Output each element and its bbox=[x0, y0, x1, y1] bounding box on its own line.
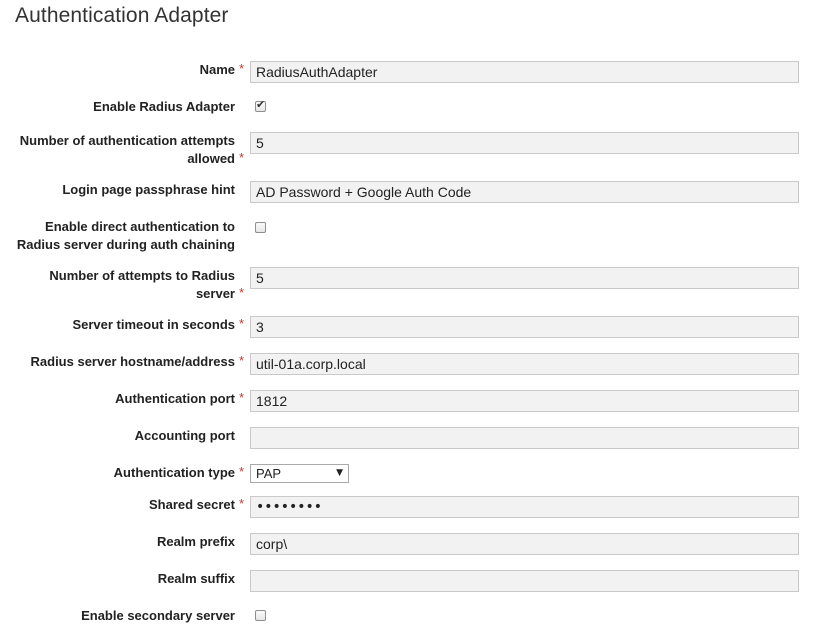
enable-radius-label: Enable Radius Adapter bbox=[93, 99, 235, 114]
required-marker: * bbox=[238, 464, 244, 479]
accounting-port-label: Accounting port bbox=[134, 428, 235, 443]
auth-type-selected-value: PAP bbox=[256, 466, 282, 481]
radius-attempts-input[interactable] bbox=[250, 267, 799, 289]
auth-attempts-label: Number of authentication attempts allowed * bbox=[19, 133, 244, 166]
auth-type-select[interactable] bbox=[250, 464, 349, 483]
realm-suffix-label: Realm suffix bbox=[157, 571, 235, 586]
checkmark-icon: ✔ bbox=[256, 98, 266, 111]
accounting-port-input[interactable] bbox=[250, 427, 799, 449]
server-timeout-label: Server timeout in seconds * bbox=[72, 316, 244, 332]
direct-auth-label: Enable direct authentication to Radius server during auth chaining bbox=[16, 219, 235, 252]
dropdown-arrow-icon: ▼ bbox=[336, 468, 343, 478]
radius-attempts-label: Number of attempts to Radius server * bbox=[49, 268, 244, 301]
required-marker: * bbox=[238, 61, 244, 76]
shared-secret-label: Shared secret * bbox=[149, 496, 244, 512]
auth-type-label: Authentication type * bbox=[113, 464, 244, 480]
required-marker: * bbox=[238, 353, 244, 368]
required-marker: * bbox=[238, 285, 244, 300]
realm-prefix-input[interactable] bbox=[250, 533, 799, 555]
required-marker: * bbox=[238, 316, 244, 331]
hostname-input[interactable] bbox=[250, 353, 799, 375]
page-title: Authentication Adapter bbox=[15, 4, 229, 27]
enable-radius-checkbox[interactable] bbox=[255, 98, 266, 112]
auth-port-label: Authentication port * bbox=[115, 390, 244, 406]
direct-auth-checkbox[interactable] bbox=[255, 222, 266, 233]
auth-port-input[interactable] bbox=[250, 390, 799, 412]
passphrase-hint-input[interactable] bbox=[250, 181, 799, 203]
name-label: Name * bbox=[199, 61, 244, 77]
realm-prefix-label: Realm prefix bbox=[156, 534, 235, 549]
required-marker: * bbox=[238, 150, 244, 165]
secondary-server-label: Enable secondary server bbox=[81, 608, 235, 623]
auth-attempts-input[interactable] bbox=[250, 132, 799, 154]
name-input[interactable] bbox=[250, 61, 799, 83]
hostname-label: Radius server hostname/address * bbox=[30, 353, 244, 369]
passphrase-hint-label: Login page passphrase hint bbox=[62, 182, 235, 197]
shared-secret-input[interactable]: •••••••• bbox=[250, 496, 799, 518]
required-marker: * bbox=[238, 496, 244, 511]
realm-suffix-input[interactable] bbox=[250, 570, 799, 592]
required-marker: * bbox=[238, 390, 244, 405]
server-timeout-input[interactable] bbox=[250, 316, 799, 338]
secondary-server-checkbox[interactable] bbox=[255, 610, 266, 621]
